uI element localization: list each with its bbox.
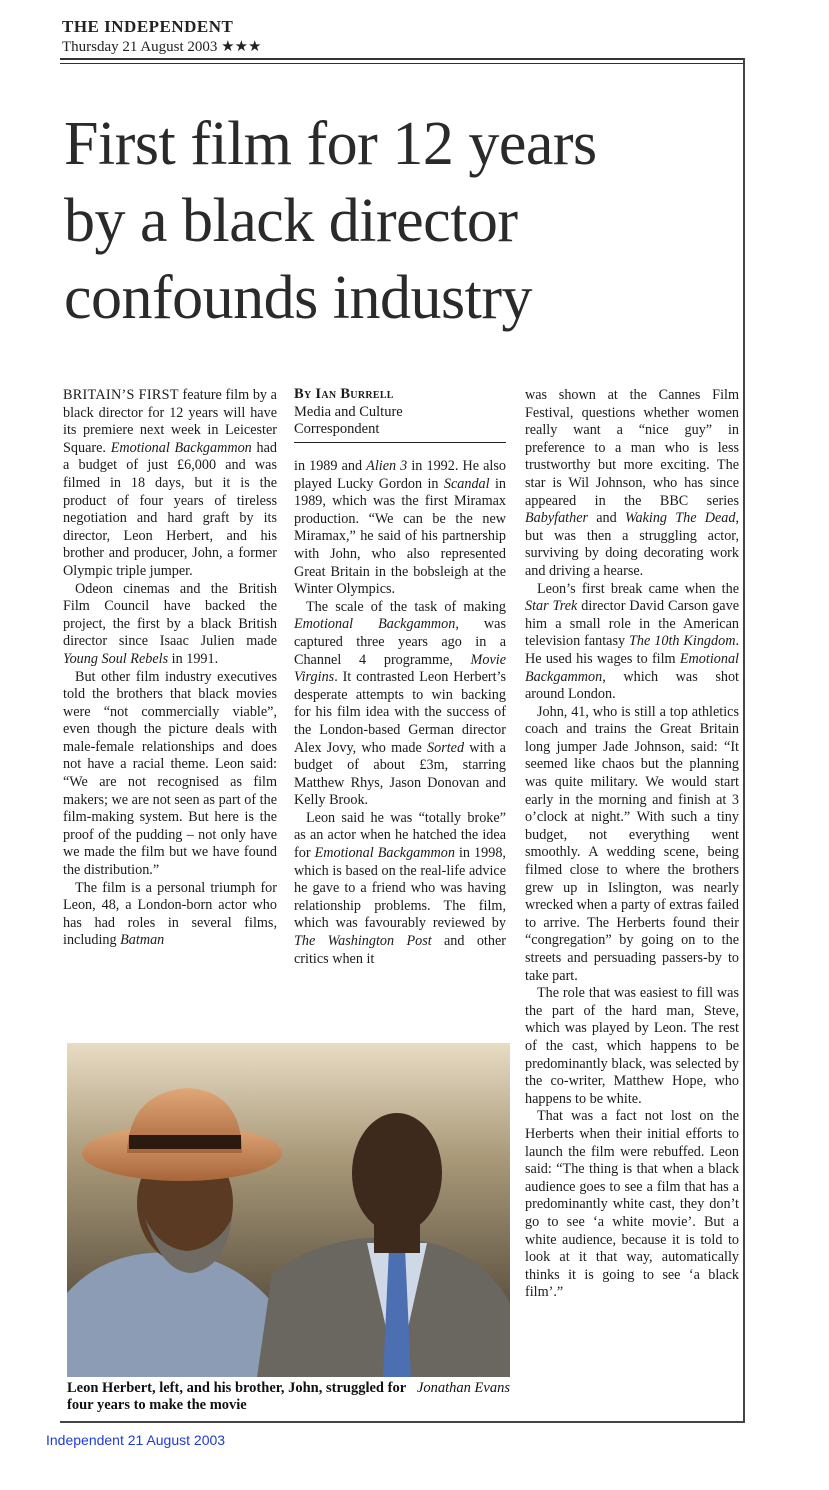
film-title: Emotional Backgammon	[525, 650, 739, 685]
paragraph	[294, 458, 506, 599]
paragraph	[525, 581, 739, 704]
masthead-date: Thursday 21 August 2003 ★★★	[62, 39, 262, 55]
text: with a budget of about £3m, starring Matthew Rhys, Jason Donovan and Kelly Brook.	[294, 739, 506, 809]
text: , but was then a struggling actor, surviving by doing decorating work and driving a hearse.	[525, 510, 739, 579]
text: in 1998, which is based on the real-life advice he gave to a friend who was having relationship problems. The film, which was favourably reviewed by	[294, 845, 506, 932]
series-title: Star Trek	[525, 598, 578, 615]
paragraph: The role that was easiest to fill was the part of the hard man, Steve, which was played by Leon. The rest of the cast, which happens to be predominantly black, was selected by the co-writer, Matthew Hope, who happens to be white.	[525, 985, 739, 1107]
film-title: Batman	[120, 932, 165, 949]
text: Leon said he was “totally broke” as an actor when he hatched the idea for	[294, 809, 506, 862]
caption-text: Leon Herbert, left, and his brother, John, struggled for four years to make the movie	[67, 1380, 406, 1413]
text: . He used his wages to film	[525, 633, 739, 667]
text: Odeon cinemas and the British Film Council have backed the project, the first by a black British director since Isaac Julien made	[63, 580, 277, 650]
headline	[64, 106, 734, 337]
paragraph	[525, 387, 739, 581]
text: The scale of the task of making	[306, 598, 506, 615]
film-title: Young Soul Rebels	[63, 650, 169, 667]
page-border-right	[743, 58, 745, 1423]
text: The film is a personal triumph for Leon, 48, a London-born actor who has had roles in several films, including	[63, 879, 277, 949]
text: in 1991.	[168, 650, 219, 667]
text: in 1989, which was the first Miramax production. “We can be the new Miramax,” he said of his partnership with John, who also represented Great Britain in the bobsleigh at the Winter Olympics.	[294, 475, 506, 598]
byline-rule	[294, 442, 506, 443]
photo-credit: Jonathan Evans	[416, 1380, 510, 1396]
film-title: Sorted	[427, 739, 465, 756]
text: , was captured three years ago in a Channel 4 programme,	[294, 616, 506, 668]
paragraph	[63, 581, 277, 669]
series-title: Waking The Dead	[624, 510, 736, 527]
film-title: Alien 3	[366, 458, 408, 474]
text: had a budget of just £6,000 and was filmed in 18 days, but it is the product of four years of tireless negotiation and hard graft by its director, Leon Herbert, and his brother and producer, John, a former Olympic triple jumper.	[63, 439, 277, 579]
headline-line-1: First film for 12 years	[64, 110, 597, 178]
text: Leon’s first break came when the	[537, 580, 739, 597]
series-title: Babyfather	[525, 510, 589, 527]
paragraph: John, 41, who is still a top athletics coach and trains the Great Britain long jumper Jade Johnson, said: “It seemed like chaos but the planning was quite military. We would start early in the morning and finish at 3 o’clock at night.” With such a tiny budget, not everything went smoothly. A wedding scene, being filmed close to where the brothers grew up in Islington, was nearly wrecked when a party of extras failed to arrive. The Herberts found their “congregation” by going on to the streets and persuading passers-by to take part.	[525, 703, 739, 984]
byline-role-2: Correspondent	[294, 421, 380, 438]
paragraph	[294, 599, 506, 810]
programme-title: Movie Virgins	[294, 651, 506, 686]
paragraph: But other film industry executives told the brothers that black movies were “not commercially viable”, even though the picture deals with male-female relationships and does not have a racial theme. Leon said: “We are not recognised as film makers; we are not seen as part of the film-making system. But here is the proof of the pudding – not only have we made the film but we have found the distribution.”	[63, 668, 277, 879]
masthead-rule	[60, 58, 744, 60]
paragraph	[63, 387, 277, 581]
byline	[294, 386, 508, 439]
text: was shown at the Cannes Film Festival, questions whether women really want a “nice guy” in preference to a man who is less trustworthy but more exciting. The star is Wil Johnson, who has since appeared in the BBC series	[525, 387, 739, 509]
photo-illustration	[67, 1043, 510, 1377]
byline-author: By Ian Burrell	[294, 386, 394, 402]
film-title: Emotional Backgammon	[110, 439, 252, 456]
film-title: Emotional Backgammon	[314, 845, 455, 862]
byline-role-1: Media and Culture	[294, 403, 403, 420]
masthead-rule-thin	[60, 63, 744, 64]
text: feature film by a black director for 12 years will have its premiere next week in Leicester Square.	[63, 387, 277, 456]
article-column-2	[294, 458, 506, 968]
paragraph: That was a fact not lost on the Herberts when their initial efforts to launch the film were rebuffed. Leon said: “The thing is that when a black audience goes to see a film that has a predominantly white cast, they don’t go to see ‘a white movie’. But a white audience, because it is told to look at it that way, automatically thinks it is going to see ‘a black film’.”	[525, 1108, 739, 1301]
headline-line-3: confounds industry	[64, 264, 533, 332]
article-column-3	[525, 387, 739, 1302]
text: in 1989 and	[294, 458, 367, 474]
series-title: The 10th Kingdom	[629, 633, 736, 650]
page-border-bottom	[60, 1421, 745, 1423]
masthead-title: THE INDEPENDENT	[62, 17, 234, 36]
film-title: Emotional Backgammon	[294, 616, 456, 633]
text: , which was shot around London.	[525, 668, 739, 703]
text: and	[588, 510, 625, 527]
source-footer: Independent 21 August 2003	[46, 1432, 226, 1448]
film-title: Scandal	[443, 475, 490, 492]
text: . It contrasted Leon Herbert’s desperate attempts to win backing for his film idea with the success of the London-based German director Alex Jovy, who made	[294, 669, 506, 756]
text: and other critics when it	[294, 933, 506, 967]
publication-title: The Washington Post	[294, 933, 432, 950]
lead-in: BRITAIN’S FIRST	[63, 387, 179, 403]
paragraph	[294, 810, 506, 968]
article-column-1	[63, 387, 277, 950]
paragraph	[63, 880, 277, 950]
text: in 1992. He also played Lucky Gordon in	[294, 458, 506, 492]
headline-line-2: by a black director	[64, 187, 518, 255]
article-photo	[67, 1043, 510, 1377]
text: director David Carson gave him a small role in the American television fantasy	[525, 598, 739, 650]
photo-caption	[67, 1380, 510, 1414]
